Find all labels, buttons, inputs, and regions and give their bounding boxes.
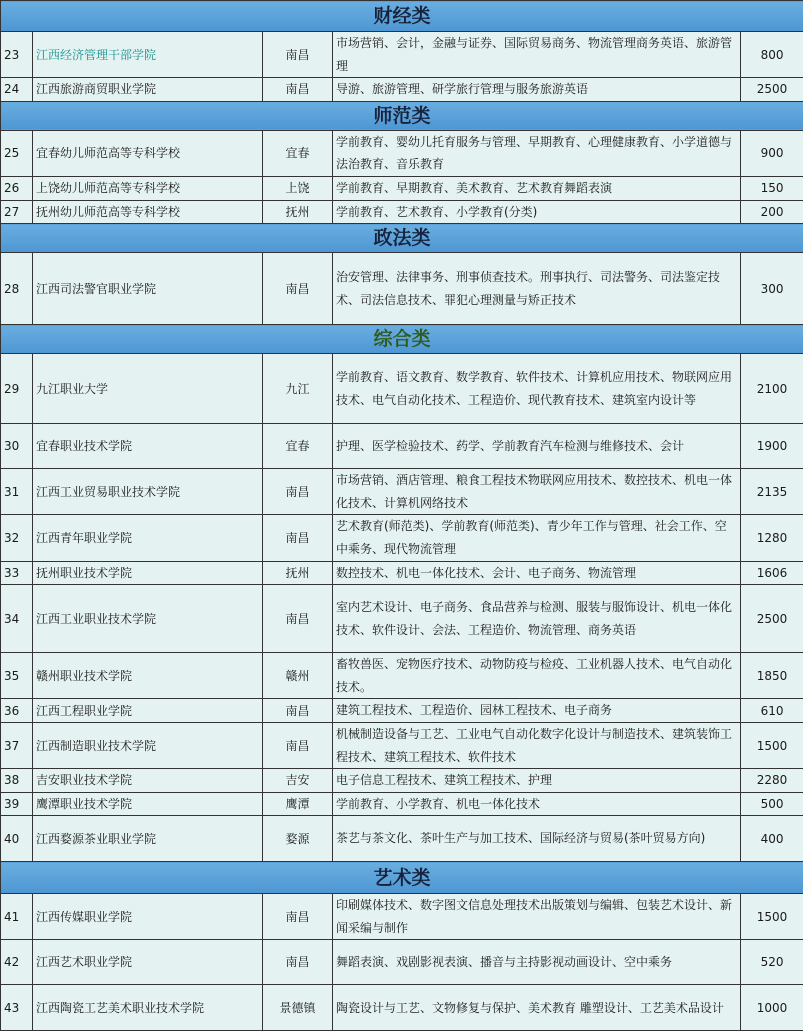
table-row [1, 769, 803, 793]
school-majors: 学前教育、早期教育、美术教育、艺术教育舞蹈表演 [333, 176, 741, 200]
enrollment-count: 2500 [741, 585, 803, 653]
table-row [1, 585, 803, 653]
school-name: 江西传媒职业学院 [33, 894, 263, 940]
school-majors: 陶瓷设计与工艺、文物修复与保护、美术教育 雕塑设计、工艺美术品设计 [333, 985, 741, 1031]
table-row [1, 515, 803, 561]
enrollment-count: 400 [741, 816, 803, 862]
school-name: 九江职业大学 [33, 354, 263, 424]
table-row [1, 253, 803, 325]
school-majors: 室内艺术设计、电子商务、食品营养与检测、服装与服饰设计、机电一体化技术、软件设计、会法、工程造价、物流管理、商务英语 [333, 585, 741, 653]
school-name: 江西工程职业学院 [33, 699, 263, 723]
school-name: 江西青年职业学院 [33, 515, 263, 561]
enrollment-count: 200 [741, 200, 803, 224]
row-number: 25 [1, 130, 33, 176]
row-number: 38 [1, 769, 33, 793]
school-majors: 护理、医学检验技术、药学、学前教育汽车检测与维修技术、会计 [333, 424, 741, 469]
school-majors: 艺术教育(师范类)、学前教育(师范类)、青少年工作与管理、社会工作、空中乘务、现代物流管理 [333, 515, 741, 561]
school-name: 江西经济管理干部学院 [33, 32, 263, 78]
row-number: 35 [1, 653, 33, 699]
category-title: 师范类 [1, 101, 803, 130]
row-number: 37 [1, 722, 33, 768]
row-number: 26 [1, 176, 33, 200]
enrollment-count: 2100 [741, 354, 803, 424]
school-city: 南昌 [263, 894, 333, 940]
school-majors: 印刷媒体技术、数字图文信息处理技术出版策划与编辑、包装艺术设计、新闻采编与制作 [333, 894, 741, 940]
row-number: 27 [1, 200, 33, 224]
enrollment-count: 1500 [741, 894, 803, 940]
school-majors: 畜牧兽医、宠物医疗技术、动物防疫与检疫、工业机器人技术、电气自动化技术。 [333, 653, 741, 699]
school-city: 南昌 [263, 32, 333, 78]
enrollment-count: 2135 [741, 469, 803, 515]
enrollment-count: 300 [741, 253, 803, 325]
school-majors: 舞蹈表演、戏剧影视表演、播音与主持影视动画设计、空中乘务 [333, 940, 741, 985]
school-name: 赣州职业技术学院 [33, 653, 263, 699]
row-number: 43 [1, 985, 33, 1031]
school-city: 南昌 [263, 469, 333, 515]
category-header-normal [1, 101, 803, 130]
school-city: 上饶 [263, 176, 333, 200]
school-majors: 数控技术、机电一体化技术、会计、电子商务、物流管理 [333, 561, 741, 585]
row-number: 30 [1, 424, 33, 469]
school-name: 江西陶瓷工艺美术职业技术学院 [33, 985, 263, 1031]
school-name: 宜春幼儿师范高等专科学校 [33, 130, 263, 176]
school-city: 婺源 [263, 816, 333, 862]
table-row [1, 176, 803, 200]
table-row [1, 424, 803, 469]
enrollment-count: 1900 [741, 424, 803, 469]
school-name: 江西制造职业技术学院 [33, 722, 263, 768]
table-row [1, 78, 803, 102]
school-name: 江西艺术职业学院 [33, 940, 263, 985]
enrollment-count: 1000 [741, 985, 803, 1031]
table-row [1, 32, 803, 78]
table-row [1, 653, 803, 699]
row-number: 39 [1, 792, 33, 816]
school-majors: 学前教育、艺术教育、小学教育(分类) [333, 200, 741, 224]
table-row [1, 469, 803, 515]
row-number: 24 [1, 78, 33, 102]
table-row [1, 354, 803, 424]
category-title: 政法类 [1, 224, 803, 253]
school-city: 南昌 [263, 253, 333, 325]
school-city: 景德镇 [263, 985, 333, 1031]
school-majors: 导游、旅游管理、研学旅行管理与服务旅游英语 [333, 78, 741, 102]
enrollment-count: 610 [741, 699, 803, 723]
school-name: 江西工业贸易职业技术学院 [33, 469, 263, 515]
enrollment-count: 1500 [741, 722, 803, 768]
school-majors: 市场营销、会计，金融与证券、国际贸易商务、物流管理商务英语、旅游管理 [333, 32, 741, 78]
enrollment-count: 150 [741, 176, 803, 200]
category-title: 综合类 [1, 325, 803, 354]
enrollment-count: 500 [741, 792, 803, 816]
school-name: 宜春职业技术学院 [33, 424, 263, 469]
row-number: 23 [1, 32, 33, 78]
school-name: 江西工业职业技术学院 [33, 585, 263, 653]
table-row [1, 561, 803, 585]
table-row [1, 816, 803, 862]
enrollment-count: 1280 [741, 515, 803, 561]
table-row [1, 792, 803, 816]
category-header-finance [1, 1, 803, 32]
school-majors: 建筑工程技术、工程造价、园林工程技术、电子商务 [333, 699, 741, 723]
school-majors: 电子信息工程技术、建筑工程技术、护理 [333, 769, 741, 793]
school-city: 宜春 [263, 424, 333, 469]
category-header-arts [1, 862, 803, 894]
table-row [1, 985, 803, 1031]
enrollment-count: 2500 [741, 78, 803, 102]
school-majors: 机械制造设备与工艺、工业电气自动化数字化设计与制造技术、建筑装饰工程技术、建筑工程技术、软件技术 [333, 722, 741, 768]
row-number: 40 [1, 816, 33, 862]
row-number: 42 [1, 940, 33, 985]
row-number: 33 [1, 561, 33, 585]
school-city: 南昌 [263, 515, 333, 561]
school-city: 吉安 [263, 769, 333, 793]
row-number: 32 [1, 515, 33, 561]
school-city: 宜春 [263, 130, 333, 176]
row-number: 41 [1, 894, 33, 940]
school-name: 抚州幼儿师范高等专科学校 [33, 200, 263, 224]
table-row [1, 894, 803, 940]
row-number: 34 [1, 585, 33, 653]
school-name: 鹰潭职业技术学院 [33, 792, 263, 816]
table-row [1, 200, 803, 224]
category-header-law [1, 224, 803, 253]
category-title: 艺术类 [1, 862, 803, 894]
enrollment-count: 2280 [741, 769, 803, 793]
row-number: 36 [1, 699, 33, 723]
enrollment-count: 1850 [741, 653, 803, 699]
row-number: 29 [1, 354, 33, 424]
enrollment-count: 800 [741, 32, 803, 78]
school-name: 江西婺源茶业职业学院 [33, 816, 263, 862]
table-row [1, 722, 803, 768]
school-city: 鹰潭 [263, 792, 333, 816]
school-name: 江西司法警官职业学院 [33, 253, 263, 325]
school-city: 抚州 [263, 561, 333, 585]
row-number: 31 [1, 469, 33, 515]
school-name: 抚州职业技术学院 [33, 561, 263, 585]
school-city: 九江 [263, 354, 333, 424]
school-majors: 茶艺与茶文化、茶叶生产与加工技术、国际经济与贸易(茶叶贸易方向) [333, 816, 741, 862]
category-title: 财经类 [1, 1, 803, 32]
school-city: 南昌 [263, 722, 333, 768]
school-majors: 学前教育、小学教育、机电一体化技术 [333, 792, 741, 816]
table-row [1, 940, 803, 985]
school-city: 赣州 [263, 653, 333, 699]
table-row [1, 699, 803, 723]
school-name: 吉安职业技术学院 [33, 769, 263, 793]
enrollment-count: 1606 [741, 561, 803, 585]
enrollment-count: 520 [741, 940, 803, 985]
school-majors: 治安管理、法律事务、刑事侦查技术。刑事执行、司法警务、司法鉴定技术、司法信息技术、罪犯心理测量与矫正技术 [333, 253, 741, 325]
school-name: 江西旅游商贸职业学院 [33, 78, 263, 102]
school-majors: 学前教育、婴幼儿托育服务与管理、早期教育、心理健康教育、小学道德与法治教育、音乐教育 [333, 130, 741, 176]
row-number: 28 [1, 253, 33, 325]
school-city: 南昌 [263, 585, 333, 653]
school-majors: 市场营销、酒店管理、粮食工程技术物联网应用技术、数控技术、机电一体化技术、计算机网络技术 [333, 469, 741, 515]
school-city: 抚州 [263, 200, 333, 224]
school-city: 南昌 [263, 78, 333, 102]
school-city: 南昌 [263, 940, 333, 985]
table-row [1, 130, 803, 176]
category-header-comprehensive [1, 325, 803, 354]
school-majors: 学前教育、语文教育、数学教育、软件技术、计算机应用技术、物联网应用技术、电气自动化技术、工程造价、现代教育技术、建筑室内设计等 [333, 354, 741, 424]
enrollment-count: 900 [741, 130, 803, 176]
school-name: 上饶幼儿师范高等专科学校 [33, 176, 263, 200]
school-city: 南昌 [263, 699, 333, 723]
